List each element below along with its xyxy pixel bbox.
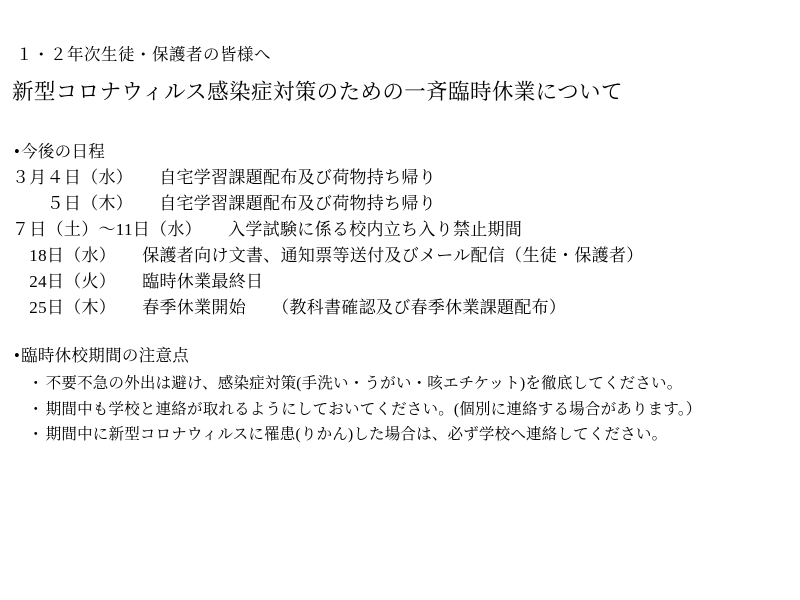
note-text: 期間中も学校と連絡が取れるようにしておいてください。(個別に連絡する場合があります。）: [45, 400, 702, 418]
list-item: [28, 371, 782, 396]
schedule-list: [12, 165, 782, 320]
section-notes-heading-label: 臨時休校期間の注意点: [21, 346, 190, 366]
bullet-icon: •: [14, 346, 21, 366]
addressee-line: １・２年次生徒・保護者の皆様へ: [16, 45, 271, 64]
list-item: ３月４日（水） 自宅学習課題配布及び荷物持ち帰り: [12, 168, 436, 188]
section-divider-space: [12, 326, 782, 344]
section-schedule: [12, 140, 782, 320]
list-item: 25日（木） 春季休業開始 （教科書確認及び春季休業課題配布）: [12, 297, 567, 317]
section-notes-heading: [14, 344, 782, 367]
page-title: 新型コロナウィルス感染症対策のための一斉臨時休業について: [12, 80, 623, 105]
list-item: ５日（木） 自宅学習課題配布及び荷物持ち帰り: [12, 194, 436, 214]
note-text: 期間中に新型コロナウィルスに罹患(りかん)した場合は、必ず学校へ連絡してください。: [45, 425, 668, 443]
list-item: [28, 397, 782, 422]
note-mark: ・: [28, 400, 44, 418]
list-item: 18日（水） 保護者向け文書、通知票等送付及びメール配信（生徒・保護者）: [12, 245, 644, 265]
bullet-icon: •: [14, 142, 21, 162]
note-text: 不要不急の外出は避け、感染症対策(手洗い・うがい・咳エチケット)を徹底してください。: [45, 375, 683, 393]
list-item: 24日（火） 臨時休業最終日: [12, 271, 264, 291]
section-schedule-heading-label: 今後の日程: [21, 142, 106, 162]
section-notes: [12, 344, 782, 446]
section-schedule-heading: [14, 140, 782, 163]
list-item: ７日（土）～11日（水） 入学試験に係る校内立ち入り禁止期間: [12, 220, 523, 240]
notes-list: [12, 371, 782, 446]
note-mark: ・: [28, 375, 44, 393]
note-mark: ・: [28, 425, 44, 443]
list-item: [28, 422, 782, 447]
